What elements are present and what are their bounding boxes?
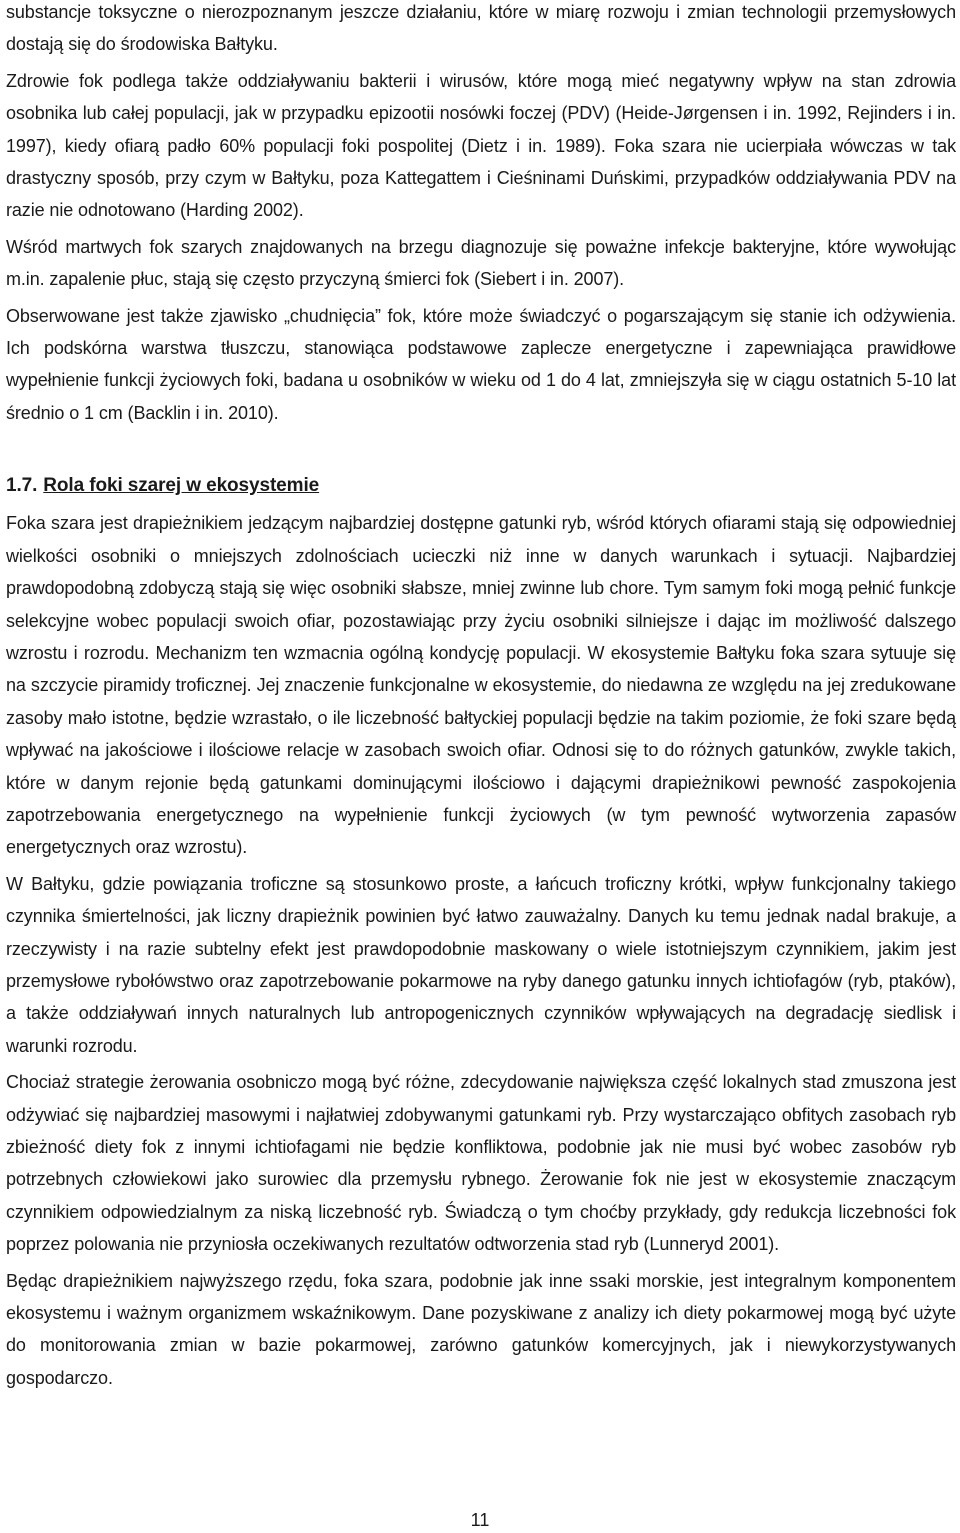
- paragraph-indicator-organism: Będąc drapieżnikiem najwyższego rzędu, foka szara, podobnie jak inne ssaki morskie, jest integralnym komponentem ekosystemu i ważnym organizmem wskaźnikowym. Dane pozyskiwane z analizy ich diety pokarmowej mogą być użyte do monitorowania zmian w bazie pokarmowej, zarówno gatunków komercyjnych, jak i niewykorzystywanych gospodarczo.: [6, 1270, 956, 1388]
- paragraph-feeding-strategies: Chociaż strategie żerowania osobniczo mogą być różne, zdecydowanie największa część lokalnych stad zmuszona jest odżywiać się najbardziej masowymi i najłatwiej zdobywanymi gatunkami ryb. Przy wystarczająco obfitych zasobach ryb zbieżność diety fok z innymi ichtiofagami nie będzie konfliktowa, podobnie jak nie musi być wobec zasobów ryb potrzebnych człowiekowi jako surowiec dla przemysłu rybnego. Żerowanie fok nie jest w ekosystemie znaczącym czynnikiem odpowiedzialnym za niską liczebność ryb. Świadczą o tym choćby przykłady, gdy redukcja liczebności fok poprzez polowania nie przyniosła oczekiwanych rezultatów odtworzenia stad ryb (Lunneryd 2001).: [6, 1072, 956, 1255]
- section-heading: [6, 471, 956, 501]
- paragraph-trophic-links: W Bałtyku, gdzie powiązania troficzne są stosunkowo proste, a łańcuch troficzny krótki, wpływ funkcjonalny takiego czynnika śmiertelności, jak liczny drapieżnik powinien być łatwo zauważalny. Danych ku temu jednak nadal brakuje, a rzeczywisty i na razie subtelny efekt jest prawdopodobnie maskowany o wiele istotniejszym czynnikiem, jakim jest przemysłowe rybołówstwo oraz zapotrzebowanie pokarmowe na ryby danego gatunku innych ichtiofagów (ryb, ptaków), a także oddziaływań innych naturalnych lub antropogenicznych czynników wpływających na degradację siedlisk i warunki rozrodu.: [6, 873, 956, 1056]
- document-page: [6, 0, 956, 1394]
- page-number: 11: [470, 1510, 490, 1530]
- section-number: 1.7.: [6, 475, 38, 497]
- paragraph-bacteria-viruses: Zdrowie fok podlega także oddziaływaniu bakterii i wirusów, które mogą mieć negatywny wpływ na stan zdrowia osobnika lub całej populacji, jak w przypadku epizootii nosówki foczej (PDV) (Heide-Jørgensen i in. 1992, Rejinders i in. 1997), kiedy ofiarą padło 60% populacji foki pospolitej (Dietz i in. 1989). Foka szara nie ucierpiała wówczas w tak drastyczny sposób, przy czym w Bałtyku, poza Kattegattem i Cieśninami Duńskimi, przypadków oddziaływania PDV na razie nie odnotowano (Harding 2002).: [6, 70, 956, 221]
- paragraph-toxic-substances: substancje toksyczne o nierozpoznanym jeszcze działaniu, które w miarę rozwoju i zmian technologii przemysłowych dostają się do środowiska Bałtyku.: [6, 2, 956, 55]
- paragraph-predator-role: Foka szara jest drapieżnikiem jedzącym najbardziej dostępne gatunki ryb, wśród których ofiarami stają się odpowiedniej wielkości osobniki o mniejszych zdolnościach ucieczki niż inne w danych warunkach i sytuacji. Najbardziej prawdopodobną zdobyczą stają się więc osobniki słabsze, mniej zwinne lub chore. Tym samym foki mogą pełnić funkcje selekcyjne wobec populacji swoich ofiar, pozostawiając przy życiu osobniki silniejsze i dając im możliwość dalszego wzrostu i rozrodu. Mechanizm ten wzmacnia ogólną kondycję populacji. W ekosystemie Bałtyku foka szara sytuuje się na szczycie piramidy troficznej. Jej znaczenie funkcjonalne w ekosystemie, do niedawna ze względu na jej zredukowane zasoby mało istotne, będzie wzrastało, o ile liczebność bałtyckiej populacji będzie na takim poziomie, że foki szare będą wpływać na jakościowe i ilościowe relacje w zasobach swoich ofiar. Odnosi się to do różnych gatunków, zwykle takich, które w danym rejonie będą gatunkami dominującymi ilościowo i dającymi drapieżnikowi pewność zaspokojenia zapotrzebowania energetycznego na wypełnienie funkcji życiowych (w tym pewność wytworzenia zapasów energetycznych oraz wzrostu).: [6, 513, 956, 858]
- section-title: Rola foki szarej w ekosystemie: [43, 475, 320, 497]
- paragraph-bacterial-infections: Wśród martwych fok szarych znajdowanych na brzegu diagnozuje się poważne infekcje bakteryjne, które wywołując m.in. zapalenie płuc, stają się często przyczyną śmierci fok (Siebert i in. 2007).: [6, 236, 956, 290]
- paragraph-thinning: Obserwowane jest także zjawisko „chudnięcia” fok, które może świadczyć o pogarszającym się stanie ich odżywienia. Ich podskórna warstwa tłuszczu, stanowiąca podstawowe zaplecze energetyczne i zapewniająca prawidłowe wypełnienie funkcji życiowych foki, badana u osobników w wieku od 1 do 4 lat, zmniejszyła się w ciągu ostatnich 5-10 lat średnio o 1 cm (Backlin i in. 2010).: [6, 305, 956, 423]
